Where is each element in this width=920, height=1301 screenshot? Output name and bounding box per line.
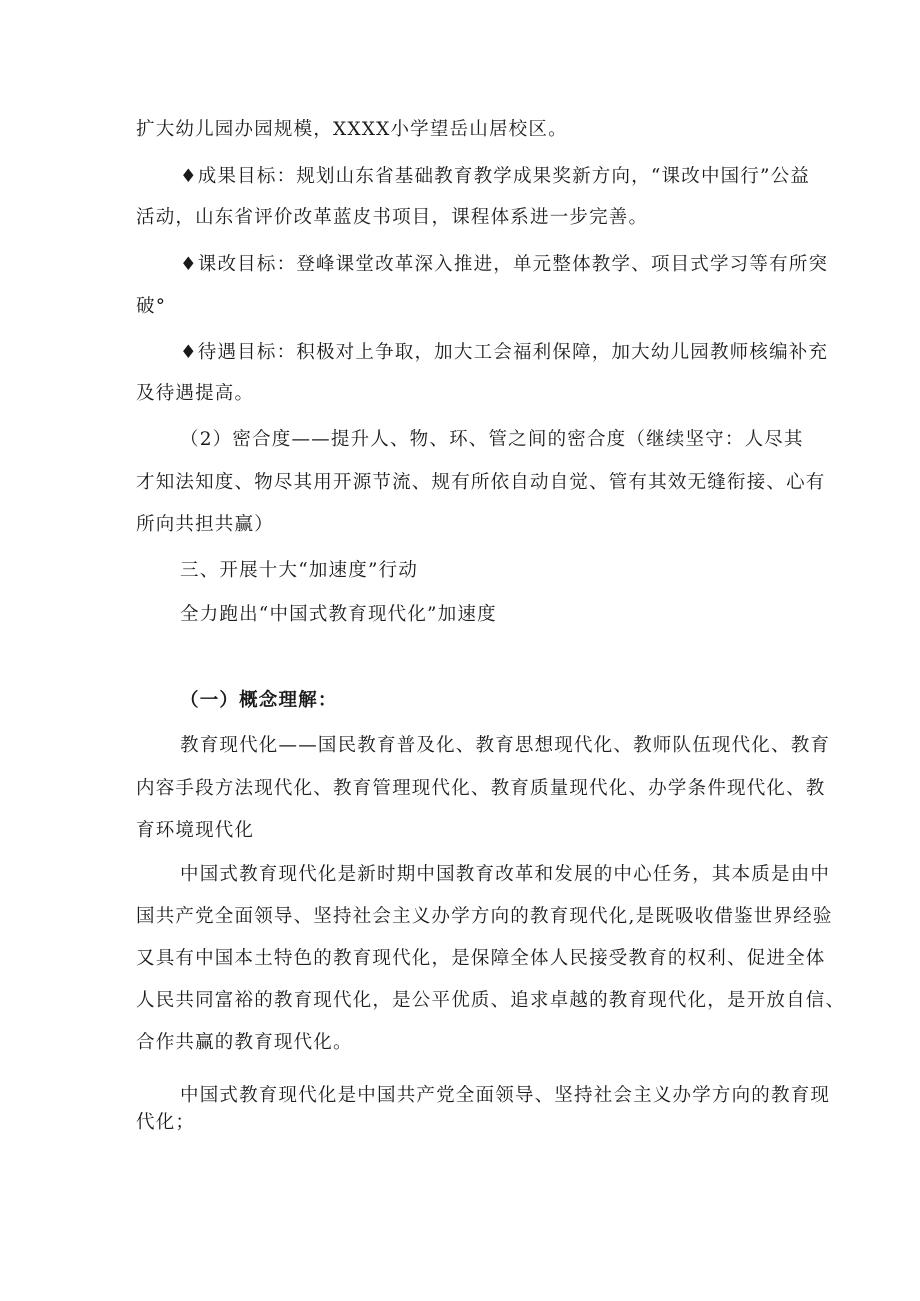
paragraph-line: 才知法知度、物尽其用开源节流、规有所依自动自觉、管有其效无缝衔接、心有 (136, 472, 826, 493)
paragraph-line: 及待遇提高。 (136, 383, 255, 404)
paragraph-line: 内容手段方法现代化、教育管理现代化、教育质量现代化、办学条件现代化、教 (136, 778, 826, 799)
goal-benefit-line: ♦待遇目标：积极对上争取，加大工会福利保障，加大幼儿园教师核编补充 (180, 342, 829, 363)
section-heading: 三、开展十大“加速度”行动 (180, 560, 419, 581)
goal-achievement-line: ♦成果目标：规划山东省基础教育教学成果奖新方向，“课改中国行”公益 (180, 166, 811, 187)
goal-reform-line: ♦课改目标：登峰课堂改革深入推进，单元整体教学、项目式学习等有所突 (180, 254, 829, 275)
paragraph-line: 人民共同富裕的教育现代化，是公平优质、追求卓越的教育现代化，是开放自信、 (136, 990, 846, 1011)
paragraph-line: 中国式教育现代化是中国共产党全面领导、坚持社会主义办学方向的教育现 (180, 1085, 831, 1106)
paragraph-line: 破° (136, 296, 167, 317)
paragraph-line: 中国式教育现代化是新时期中国教育改革和发展的中心任务，其本质是由中 (180, 864, 831, 885)
paragraph-line: 活动，山东省评价改革蓝皮书项目，课程体系进一步完善。 (136, 207, 649, 228)
paragraph-line: 又具有中国本土特色的教育现代化，是保障全体人民接受教育的权利、促进全体 (136, 948, 826, 969)
fit-degree-line: （2）密合度——提升人、物、环、管之间的密合度（继续坚守：人尽其 (180, 429, 804, 450)
section-subtitle: 全力跑出“中国式教育现代化”加速度 (180, 604, 497, 625)
paragraph-line: 教育现代化——国民教育普及化、教育思想现代化、教师队伍现代化、教育 (180, 735, 831, 756)
paragraph-line: 国共产党全面领导、坚持社会主义办学方向的教育现代化,是既吸收借鉴世界经验 (136, 906, 833, 927)
paragraph-line: 合作共赢的教育现代化。 (136, 1032, 353, 1053)
paragraph-line: 扩大幼儿园办园规模，XXXX小学望岳山居校区。 (136, 119, 568, 140)
paragraph-line: 育环境现代化 (136, 820, 255, 841)
paragraph-line: 代化； (136, 1112, 196, 1133)
paragraph-line: 所向共担共赢） (136, 514, 274, 535)
subsection-heading: （一）概念理解： (180, 690, 338, 711)
